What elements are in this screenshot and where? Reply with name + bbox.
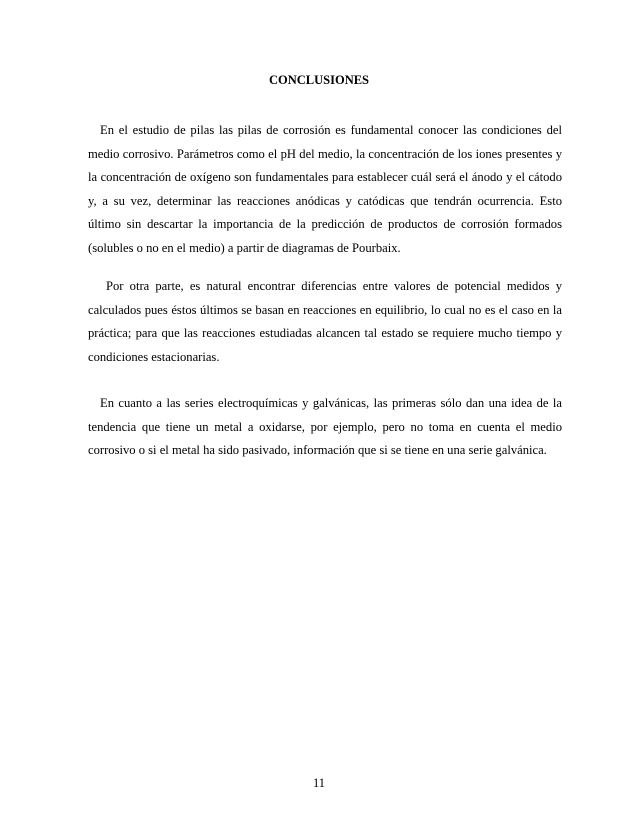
section-heading: CONCLUSIONES <box>268 73 370 87</box>
paragraph-1: En el estudio de pilas las pilas de corrosión es fundamental conocer las condiciones del medio corrosivo. Parámetros como el pH del medio, la concentración de los iones presentes y la concentración de oxígeno son fundamentales para establecer cuál será el ánodo y el cátodo y, a su vez, determinar las reacciones anódicas y catódicas que tendrán ocurrencia. Esto último sin descartar la importancia de la predicción de productos de corrosión formados (solubles o no en el medio) a partir de diagramas de Pourbaix. <box>88 123 562 255</box>
paragraph-2: Por otra parte, es natural encontrar diferencias entre valores de potencial medidos y calculados pues éstos últimos se basan en reacciones en equilibrio, lo cual no es el caso en la práctica; para que las reacciones estudiadas alcancen tal estado se requiere mucho tiempo y condiciones estacionarias. <box>88 279 562 364</box>
page-number: 11 <box>312 776 326 790</box>
paragraph-3: En cuanto a las series electroquímicas y galvánicas, las primeras sólo dan una idea de la tendencia que tiene un metal a oxidarse, por ejemplo, pero no toma en cuenta el medio corrosivo o si el metal ha sido pasivado, información que si se tiene en una serie galvánica. <box>88 396 562 457</box>
